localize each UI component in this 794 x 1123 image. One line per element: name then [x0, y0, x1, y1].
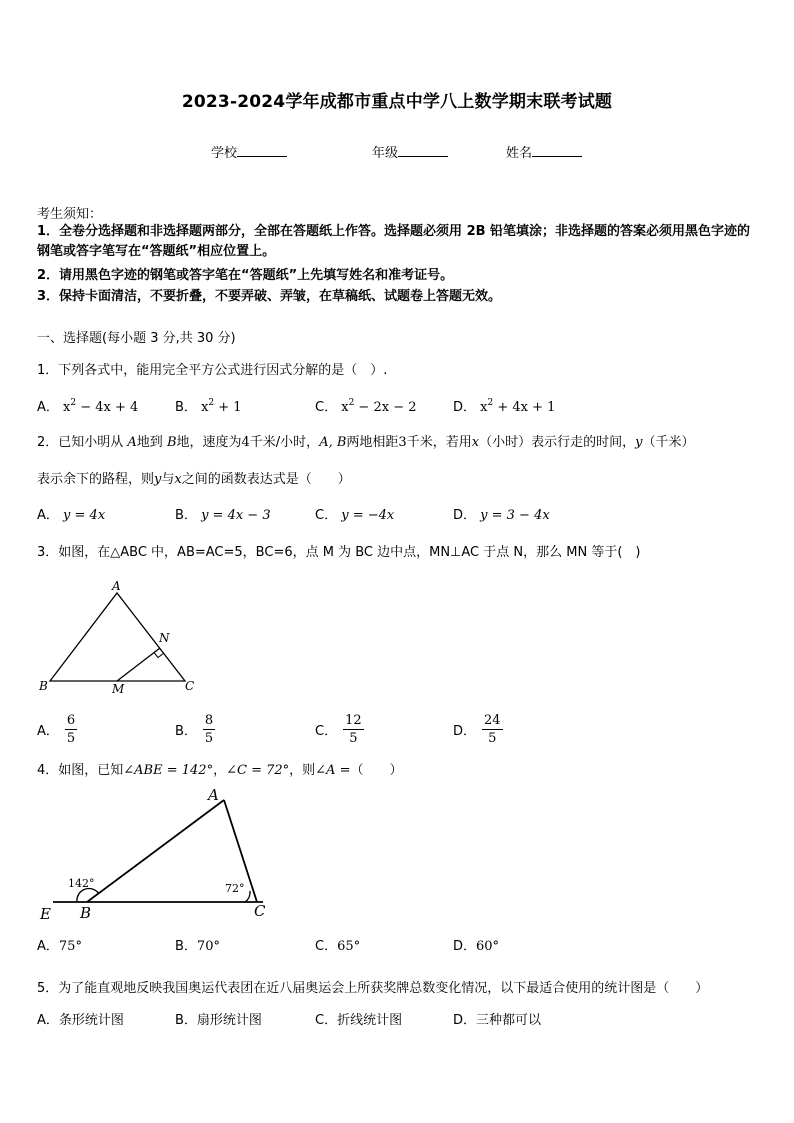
q1-option-d[interactable]: D． $x^2 + 4x + 1$	[453, 398, 556, 415]
q1-stem: 1．下列各式中，能用完全平方公式进行因式分解的是（ ）.	[37, 363, 388, 378]
q2-stem-line1: 2．已知小明从 A地到 B地，速度为4千米/小时，A, B两地相距3千米，若用x（小时）表示行走的时间，y（千米）	[37, 435, 695, 450]
q4-option-c[interactable]: C．65°	[315, 939, 361, 954]
q3-label-a: A	[112, 579, 121, 593]
grade-label: 年级	[372, 146, 399, 161]
q5-option-b[interactable]: B．扇形统计图	[175, 1013, 262, 1028]
q4-stem: 4．如图，已知∠ABE = 142°，∠C = 72°，则∠A =（ ）	[37, 763, 403, 778]
q3-label-n: N	[159, 631, 170, 645]
q3-label-c: C	[185, 679, 195, 693]
q5-option-a[interactable]: A．条形统计图	[37, 1013, 124, 1028]
q4-label-a: A	[208, 786, 219, 804]
notice-heading: 考生须知：	[37, 207, 103, 222]
q3-label-m: M	[112, 682, 125, 696]
q3-option-a-frac: $\frac{6}{5}$	[66, 713, 76, 746]
q3-option-c-frac: $\frac{12}{5}$	[345, 713, 362, 746]
notice-item-1: 1．全卷分选择题和非选择题两部分，全部在答题纸上作答。选择题必须用 2B 铅笔填涂；非选择题的答案必须用黑色字迹的钢笔或答字笔写在“答题纸”相应位置上。	[37, 224, 751, 259]
q5-option-c[interactable]: C．折线统计图	[315, 1013, 403, 1028]
q2-option-a[interactable]: A． y = 4x	[37, 508, 106, 523]
school-field	[211, 142, 287, 161]
grade-blank[interactable]	[398, 144, 448, 157]
q3-option-b-frac: $\frac{8}{5}$	[204, 713, 214, 746]
q4-angle-b: 142°	[68, 877, 95, 890]
q4-label-e: E	[40, 905, 51, 923]
name-label: 姓名	[506, 146, 533, 161]
q2-stem-line2: 表示余下的路程，则y与x之间的函数表达式是（ ）	[37, 472, 351, 487]
q2-option-d[interactable]: D． y = 3 − 4x	[453, 508, 550, 523]
q5-option-d[interactable]: D．三种都可以	[453, 1013, 542, 1028]
name-blank[interactable]	[532, 144, 582, 157]
q1-option-a-expr: $x^2 - 4x + 4$	[63, 398, 139, 415]
notice-item-3: 3．保持卡面清洁，不要折叠，不要弄破、弄皱，在草稿纸、试题卷上答题无效。	[37, 289, 502, 304]
section-heading: 一、选择题(每小题 3 分,共 30 分)	[37, 331, 236, 346]
q3-label-b: B	[39, 679, 48, 693]
name-field	[506, 142, 582, 161]
q2-option-c[interactable]: C． y = −4x	[315, 508, 395, 523]
q4-label-b: B	[80, 904, 92, 922]
q4-option-b[interactable]: B．70°	[175, 939, 220, 954]
page-title: 2023-2024学年成都市重点中学八上数学期末联考试题	[181, 92, 613, 112]
q3-option-c[interactable]: C． $\frac{12}{5}$	[315, 713, 362, 746]
q1-option-b[interactable]: B． $x^2 + 1$	[175, 398, 242, 415]
q4-triangle-figure	[35, 783, 275, 923]
q3-stem: 3．如图，在△ABC 中，AB=AC=5，BC=6，点 M 为 BC 边中点，MN⊥AC 于点 N，那么 MN 等于( )	[37, 545, 641, 560]
school-label: 学校	[211, 146, 238, 161]
school-blank[interactable]	[237, 144, 287, 157]
q4-option-a[interactable]: A．75°	[37, 939, 82, 954]
q1-option-c-expr: $x^2 - 2x - 2$	[341, 398, 417, 415]
q1-option-a[interactable]: A． $x^2 - 4x + 4$	[37, 398, 139, 415]
q3-option-a[interactable]: A． $\frac{6}{5}$	[37, 713, 76, 746]
q3-triangle-figure	[35, 578, 205, 700]
q4-option-d[interactable]: D．60°	[453, 939, 500, 954]
q3-option-d-frac: $\frac{24}{5}$	[484, 713, 501, 746]
q1-option-d-expr: $x^2 + 4x + 1$	[480, 398, 556, 415]
q4-label-c: C	[254, 902, 266, 920]
q4-angle-c: 72°	[225, 882, 245, 895]
notice-item-2: 2．请用黑色字迹的钢笔或答字笔在“答题纸”上先填写姓名和准考证号。	[37, 268, 454, 283]
q3-option-b[interactable]: B． $\frac{8}{5}$	[175, 713, 214, 746]
grade-field	[372, 142, 448, 161]
q5-stem: 5．为了能直观地反映我国奥运代表团在近八届奥运会上所获奖牌总数变化情况，以下最适合使用的统计图是（ ）	[37, 981, 709, 996]
q3-option-d[interactable]: D． $\frac{24}{5}$	[453, 713, 501, 746]
q1-option-b-expr: $x^2 + 1$	[201, 398, 242, 415]
q2-option-b[interactable]: B． y = 4x − 3	[175, 508, 271, 523]
q1-option-c[interactable]: C． $x^2 - 2x - 2$	[315, 398, 417, 415]
